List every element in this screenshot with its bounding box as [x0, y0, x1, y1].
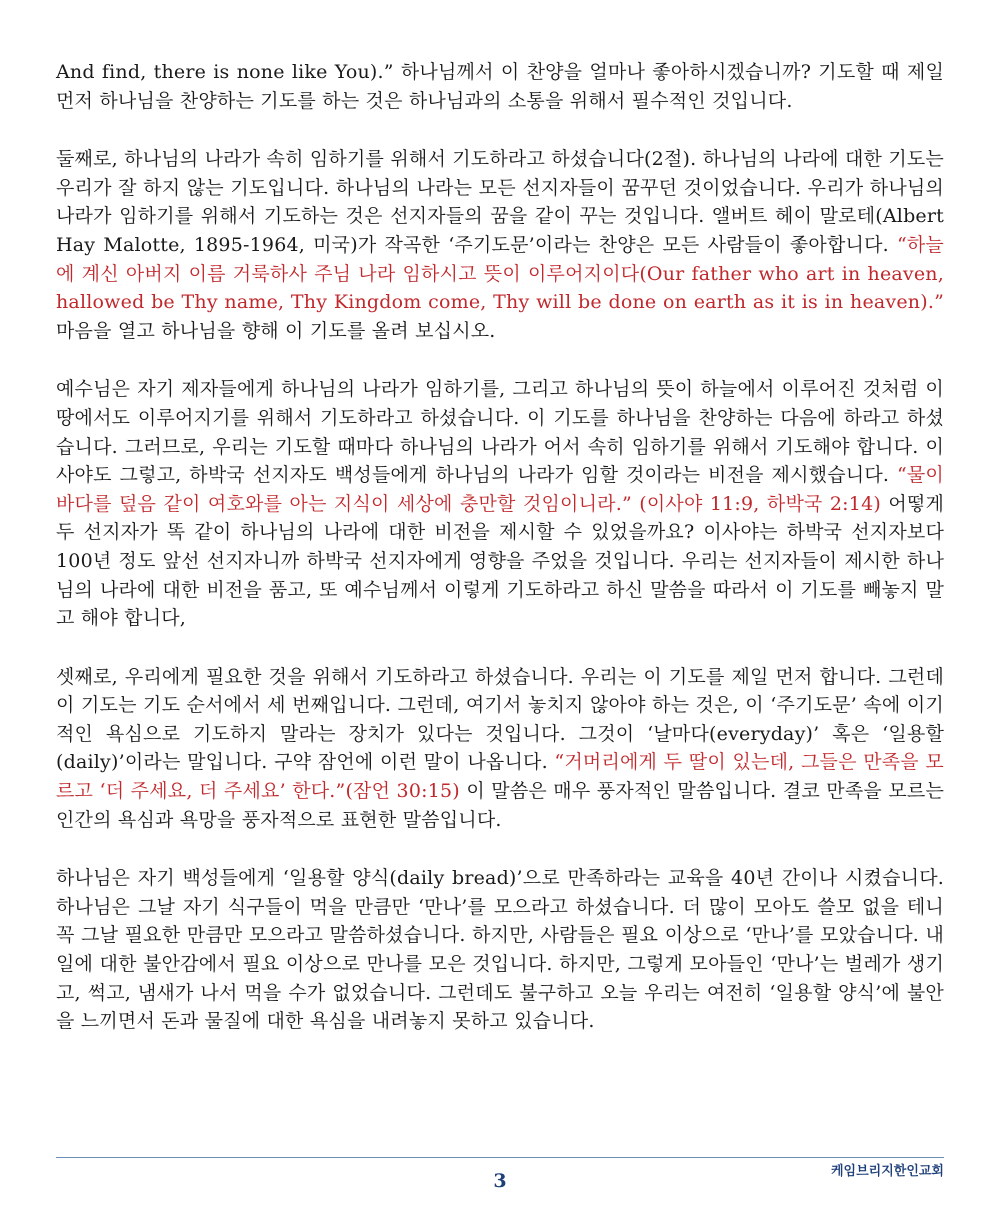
- paragraph-5: [56, 864, 944, 1036]
- page-number: 3: [493, 1170, 507, 1192]
- text-segment: 셋째로, 우리에게 필요한 것을 위해서 기도하라고 하셨습니다. 우리는 이 기도를 제일 먼저 합니다. 그런데 이 기도는 기도 순서에서 세 번째입니다. 그런데, 여기서 놓치지 않아야 하는 것은, 이 ‘주기도문’ 속에 이기적인 욕심으로 기도하지 말라는 장치가 있다는 것입니다. 그것이 ‘날마다(everyday)’ 혹은 ‘일용할(daily)’이라는 말입니다. 구약 잠언에 이런 말이 나옵니다.: [56, 665, 944, 774]
- text-segment: 이 말씀은 매우 풍자적인 말씀입니다. 결코 만족을 모르는 인간의 욕심과 욕망을 풍자적으로 표현한 말씀입니다.: [56, 780, 945, 831]
- paragraph-4: [56, 663, 944, 835]
- footer-divider: [56, 1157, 944, 1158]
- text-segment: 마음을 열고 하나님을 향해 이 기도를 올려 보십시오.: [56, 319, 496, 342]
- text-segment: And find, there is none like You).” 하나님께서 이 찬양을 얼마나 좋아하시겠습니까? 기도할 때 제일 먼저 하나님을 찬양하는 기도를 하는 것은 하나님과의 소통을 위해서 필수적인 것입니다.: [56, 61, 944, 112]
- paragraph-3: [56, 375, 944, 632]
- paragraph-1: [56, 58, 944, 115]
- text-segment: 하나님은 자기 백성들에게 ‘일용할 양식(daily bread)’으로 만족하라는 교육을 40년 간이나 시켰습니다. 하나님은 그날 자기 식구들이 먹을 만큼만 ‘만나’를 모으라고 하셨습니다. 더 많이 모아도 쓸모 없을 테니 꼭 그날 필요한 만큼만 모으라고 말씀하셨습니다. 하지만, 사람들은 필요 이상으로 ‘만나’를 모았습니다. 내일에 대한 불안감에서 필요 이상으로 만나를 모은 것입니다. 하지만, 그렇게 모아들인 ‘만나’는 벌레가 생기고, 썩고, 냄새가 나서 먹을 수가 없었습니다. 그런데도 불구하고 오늘 우리는 여전히 ‘일용할 양식’에 불안을 느끼면서 돈과 물질에 대한 욕심을 내려놓지 못하고 있습니다.: [56, 867, 944, 1033]
- paragraph-2: [56, 145, 944, 345]
- scripture-quote: “하늘에 계신 아버지 이름 거룩하사 주님 나라 임하시고 뜻이 이루어지이다(Our father who art in heaven, hallowed be Thy name, Thy Kingdom come, Thy will be done on earth as it is in heaven).”: [56, 233, 944, 314]
- scripture-quote: “거머리에게 두 딸이 있는데, 그들은 만족을 모르고 ‘더 주세요, 더 주세요’ 한다.”(잠언 30:15): [56, 751, 944, 803]
- sermon-body: [56, 58, 944, 1066]
- text-segment: 어떻게 두 선지자가 똑 같이 하나님의 나라에 대한 비전을 제시할 수 있었을까요? 이사야는 하박국 선지자보다 100년 정도 앞선 선지자니까 하박국 선지자에게 영향을 주었을 것입니다. 우리는 선지자들이 제시한 하나님의 나라에 대한 비전을 품고, 또 예수님께서 이렇게 기도하라고 하신 말씀을 따라서 이 기도를 빼놓지 말고 해야 합니다,: [56, 492, 944, 630]
- text-segment: 예수님은 자기 제자들에게 하나님의 나라가 임하기를, 그리고 하나님의 뜻이 하늘에서 이루어진 것처럼 이 땅에서도 이루어지기를 위해서 기도하라고 하셨습니다. 이 기도를 하나님을 찬양하는 다음에 하라고 하셨습니다. 그러므로, 우리는 기도할 때마다 하나님의 나라가 어서 속히 임하기를 위해서 기도해야 합니다. 이사야도 그렇고, 하박국 선지자도 백성들에게 하나님의 나라가 임할 것이라는 비전을 제시했습니다.: [56, 378, 944, 487]
- text-segment: 둘째로, 하나님의 나라가 속히 임하기를 위해서 기도하라고 하셨습니다(2절). 하나님의 나라에 대한 기도는 우리가 잘 하지 않는 기도입니다. 하나님의 나라는 모든 선지자들이 꿈꾸던 것이었습니다. 우리가 하나님의 나라가 임하기를 위해서 기도하는 것은 선지자들의 꿈을 같이 꾸는 것입니다. 앨버트 헤이 말로테(Albert Hay Malotte, 1895-1964, 미국)가 작곡한 ‘주기도문’이라는 찬양은 모든 사람들이 좋아합니다.: [56, 148, 944, 256]
- scripture-quote: “물이 바다를 덮음 같이 여호와를 아는 지식이 세상에 충만할 것임이니라.” (이사야 11:9, 하박국 2:14): [56, 464, 944, 515]
- church-name: 케임브리지한인교회: [830, 1164, 944, 1179]
